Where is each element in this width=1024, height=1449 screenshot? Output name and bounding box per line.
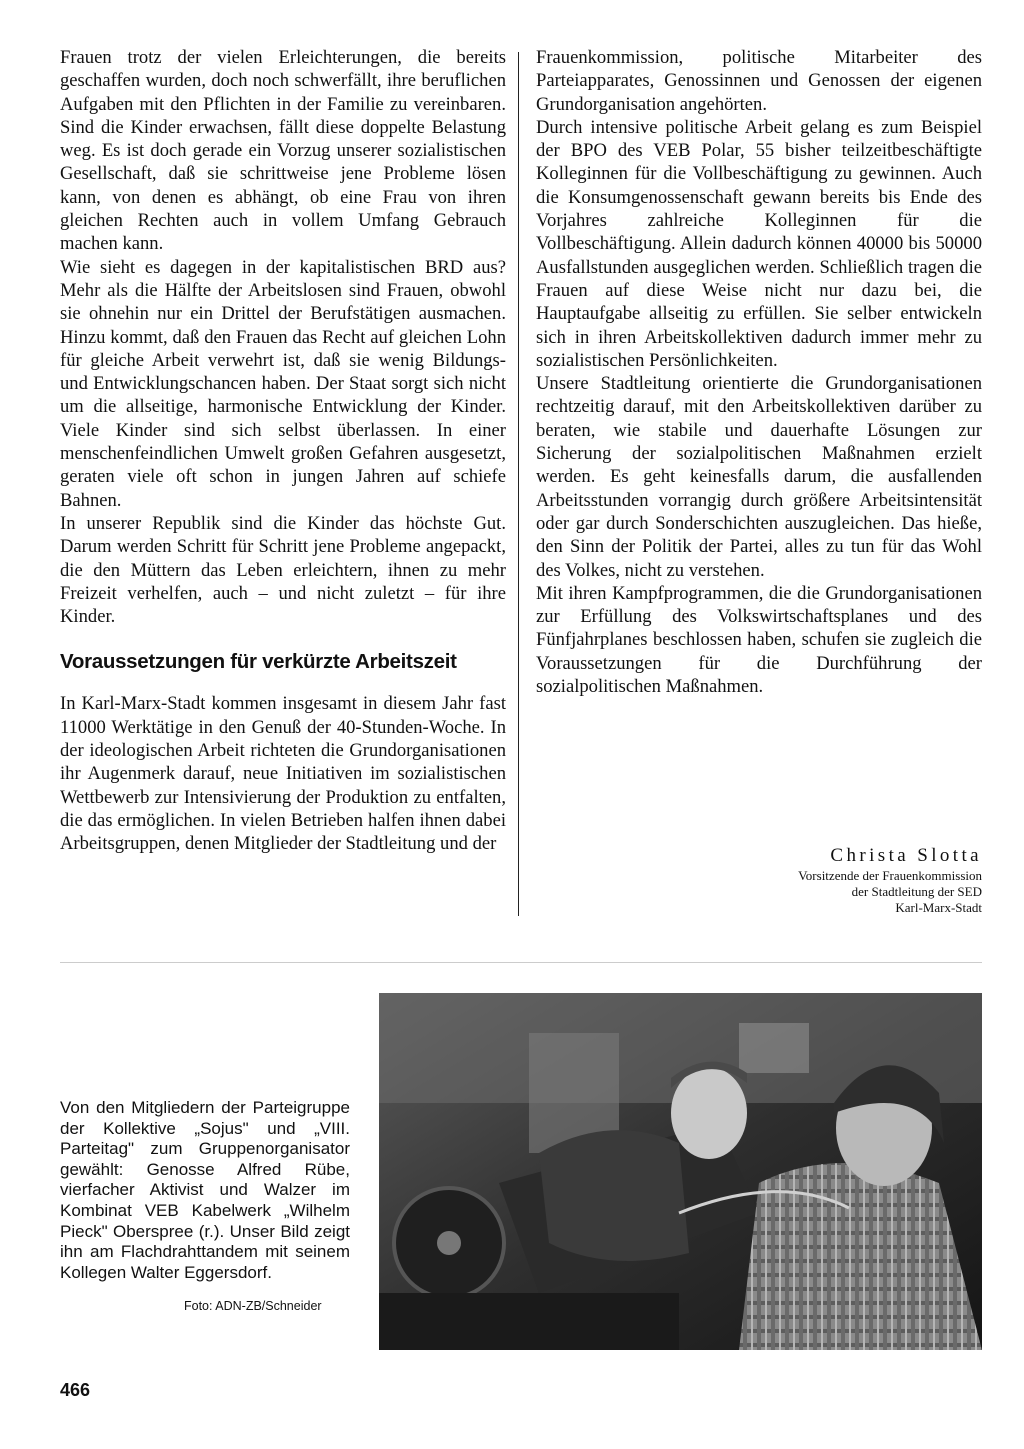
section-heading: Voraussetzungen für verkürzte Arbeitszeit	[60, 650, 457, 674]
left-column	[60, 46, 506, 856]
paragraph: In unserer Republik sind die Kinder das höchste Gut. Darum werden Schritt für Schritt jene Probleme angepackt, die den Müttern das Leben erleichtern, ihnen zu mehr Freizeit verhelfen, auch – und nicht zuletzt – für ihre Kinder.	[60, 512, 506, 628]
paragraph: Frauen trotz der vielen Erleichterungen, die bereits geschaffen wurden, doch noch schwerfällt, ihre beruflichen Aufgaben mit den Pflichten in der Familie zu vereinbaren. Sind die Kinder erwachsen, fällt diese doppelte Belastung weg. Es ist doch gerade ein Vorzug unserer sozialistischen Gesellschaft, daß sie schrittweise jene Probleme lösen kann, von denen es abhängt, ob eine Frau von ihren gleichen Rechten auch in vollem Umfang Gebrauch machen kann.	[60, 47, 506, 255]
section-divider	[60, 962, 982, 963]
window	[739, 1023, 809, 1073]
paragraph: Unsere Stadtleitung orientierte die Grundorganisationen rechtzeitig darauf, mit den Arbeitskollektiven darüber zu beraten, wie stabile und dauerhafte Lösungen zur Sicherung der sozialpolitischen Maßnahmen erzielt werden. Es geht keinesfalls darum, die ausfallenden Arbeitsstunden vorrangig durch größere Arbeitsintensität oder gar durch Sonderschichten auszugleichen. Das hieße, den Sinn der Politik der Partei, alles zu tun für das Wohl des Volkes, nicht zu verstehen.	[536, 373, 982, 581]
photo-caption: Von den Mitgliedern der Parteigruppe der Kollektive „Sojus" und „VIII. Parteitag" zum Gruppenorganisator gewählt: Genosse Alfred Rübe, vierfacher Aktivist und Walzer im Kombinat VEB Kabelwerk „Wilhelm Pieck" Oberspree (r.). Unser Bild zeigt ihn am Flachdrahttandem mit seinem Kollegen Walter Eggersdorf.	[60, 1098, 350, 1282]
paragraph: Wie sieht es dagegen in der kapitalistischen BRD aus? Mehr als die Hälfte der Arbeitslosen sind Frauen, obwohl sie ohnehin nur ein Drittel der Berufstätigen ausmachen. Hinzu kommt, daß den Frauen das Recht auf gleichen Lohn für gleiche Arbeit verwehrt ist, daß sie wenig Bildungs- und Entwicklungschancen haben. Der Staat sorgt sich nicht um die allseitige, harmonische Entwicklung der Kinder. Viele Kinder sind sich selbst überlassen. In einer menschenfeindlichen Umwelt großen Gefahren ausgesetzt, geraten viele oft schon in jungen Jahren auf schiefe Bahnen.	[60, 256, 506, 511]
wheel-hub	[437, 1231, 461, 1255]
worker-left-face	[671, 1067, 747, 1159]
paragraph: Mit ihren Kampfprogrammen, die die Grundorganisationen zur Erfüllung des Volkswirtschaftsplanes und des Fünfjahrplanes beschlossen haben, schufen sie zugleich die Voraussetzungen für die Durchführung der sozialpolitischen Maßnahmen.	[536, 582, 982, 698]
column-divider	[518, 52, 519, 916]
workshop-photo	[379, 993, 982, 1350]
page-number: 466	[60, 1380, 91, 1400]
paragraph: Durch intensive politische Arbeit gelang es zum Beispiel der BPO des VEB Polar, 55 bisher teilzeitbeschäftigte Kolleginnen für die Vollbeschäftigung zu gewinnen. Auch die Konsumgenossenschaft gewann bereits bis Ende des Vorjahres zahlreiche Kolleginnen für die Vollbeschäftigung. Allein dadurch können 40000 bis 50000 Ausfallstunden ausgeglichen werden. Schließlich tragen die Frauen auf diese Weise nicht nur dazu bei, die Hauptaufgabe allseitig zu erfüllen. Sie selber entwickeln sich in ihren Arbeitskollektiven dadurch immer mehr zu sozialistischen Persönlichkeiten.	[536, 116, 982, 371]
workbench	[379, 1293, 679, 1350]
right-column	[536, 46, 982, 698]
paragraph: In Karl-Marx-Stadt kommen insgesamt in diesem Jahr fast 11000 Werktätige in den Genuß der 40-Stunden-Woche. In der ideologischen Arbeit richteten die Grundorganisationen ihr Augenmerk darauf, neue Initiativen im sozialistischen Wettbewerb zur Intensivierung der Produktion zu entfalten, die das ermöglichen. In vielen Betrieben halfen ihnen dabei Arbeitsgruppen, denen Mitglieder der Stadtleitung und der	[60, 693, 506, 855]
author-role: der Stadtleitung der SED	[851, 884, 982, 899]
photo-credit: Foto: ADN-ZB/Schneider	[184, 1299, 322, 1313]
author-name: Christa Slotta	[830, 845, 982, 866]
author-role: Karl-Marx-Stadt	[895, 900, 982, 915]
author-role: Vorsitzende der Frauenkommission	[798, 868, 982, 883]
author-signature	[798, 844, 982, 916]
paragraph: Frauenkommission, politische Mitarbeiter des Parteiapparates, Genossinnen und Genossen der eigenen Grundorganisation angehörten.	[536, 47, 982, 115]
worker-left-body	[539, 1130, 689, 1261]
